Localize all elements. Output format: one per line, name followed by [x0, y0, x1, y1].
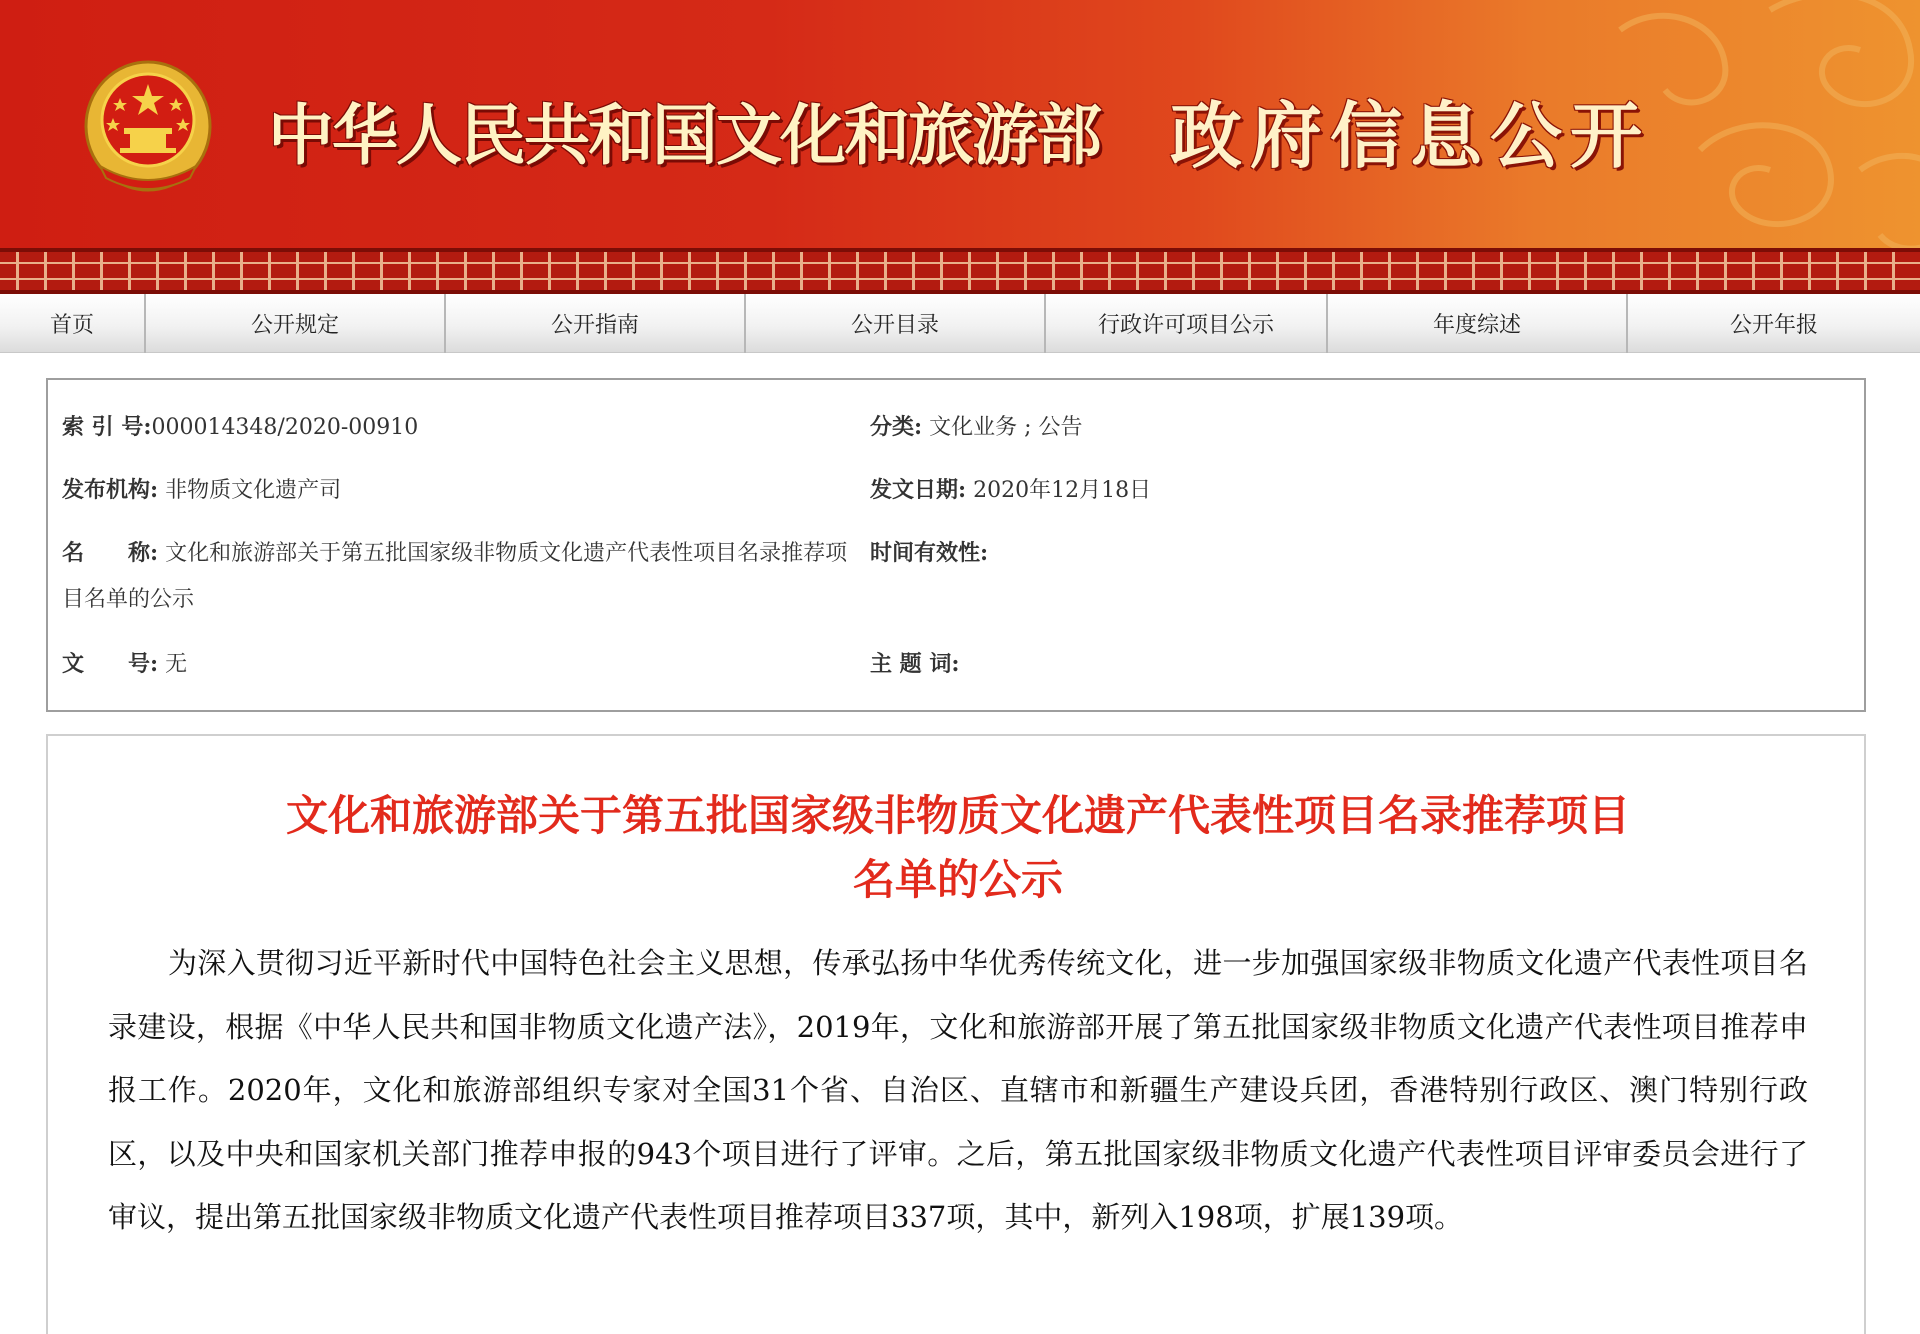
validity — [870, 530, 988, 577]
issuer-label: 发布机构: — [62, 477, 159, 503]
nav-item-guide[interactable]: 公开指南 — [446, 294, 746, 353]
main-nav — [0, 294, 1920, 353]
nav-item-licensing[interactable]: 行政许可项目公示 — [1046, 294, 1328, 353]
document-name-value: 文化和旅游部关于第五批国家级非物质文化遗产代表性项目名录推荐项目名单的公示 — [62, 541, 848, 612]
nav-item-catalog[interactable]: 公开目录 — [746, 294, 1046, 353]
issuer-value: 非物质文化遗产司 — [165, 478, 342, 503]
issue-date-label: 发文日期: — [870, 477, 967, 503]
keywords-label: 主 题 词: — [870, 651, 960, 677]
national-emblem-icon — [80, 54, 216, 194]
document-number-label: 文 号: — [62, 651, 159, 677]
index-number-value: 000014348/2020-00910 — [151, 415, 419, 440]
index-number — [62, 404, 418, 451]
document-number — [62, 641, 187, 688]
article-title: 文化和旅游部关于第五批国家级非物质文化遗产代表性项目名录推荐项目名单的公示 — [285, 791, 1630, 904]
nav-item-regulations[interactable]: 公开规定 — [146, 294, 446, 353]
document-metadata — [46, 378, 1866, 712]
ministry-title: 中华人民共和国文化和旅游部 — [268, 97, 1100, 174]
category-label: 分类: — [870, 414, 923, 440]
article-body: 为深入贯彻习近平新时代中国特色社会主义思想，传承弘扬中华优秀传统文化，进一步加强国家级非物质文化遗产代表性项目名录建设，根据《中华人民共和国非物质文化遗产法》，2019年，文化和旅游部开展了第五批国家级非物质文化遗产代表性项目推荐申报工作。2020年，文化和旅游部组织专家对全国31个省、自治区、直辖市和新疆生产建设兵团，香港特别行政区、澳门特别行政区，以及中央和国家机关部门推荐申报的943个项目进行了评审。之后，第五批国家级非物质文化遗产代表性项目评审委员会进行了审议，提出第五批国家级非物质文化遗产代表性项目推荐项目337项，其中，新列入198项，扩展139项。 — [108, 946, 1808, 1234]
document-number-value: 无 — [165, 652, 188, 677]
nav-item-annual-report[interactable]: 公开年报 — [1729, 313, 1818, 338]
document-name-label: 名 称: — [62, 540, 159, 566]
article-container — [46, 734, 1866, 1334]
section-title: 政府信息公开 — [1170, 93, 1651, 178]
decorative-fret-border — [0, 248, 1920, 294]
issuer — [62, 467, 341, 514]
category — [870, 404, 1083, 451]
issue-date-value: 2020年12月18日 — [973, 478, 1152, 503]
validity-label: 时间有效性: — [870, 540, 989, 566]
header-banner — [0, 0, 1920, 248]
index-number-label: 索 引 号: — [62, 414, 152, 440]
keywords — [870, 641, 959, 688]
nav-item-home[interactable]: 首页 — [0, 294, 146, 353]
category-value: 文化业务 ; 公告 — [929, 415, 1083, 440]
nav-item-annual-overview[interactable]: 年度综述 — [1328, 294, 1628, 353]
issue-date — [870, 467, 1151, 514]
document-name — [62, 530, 862, 623]
